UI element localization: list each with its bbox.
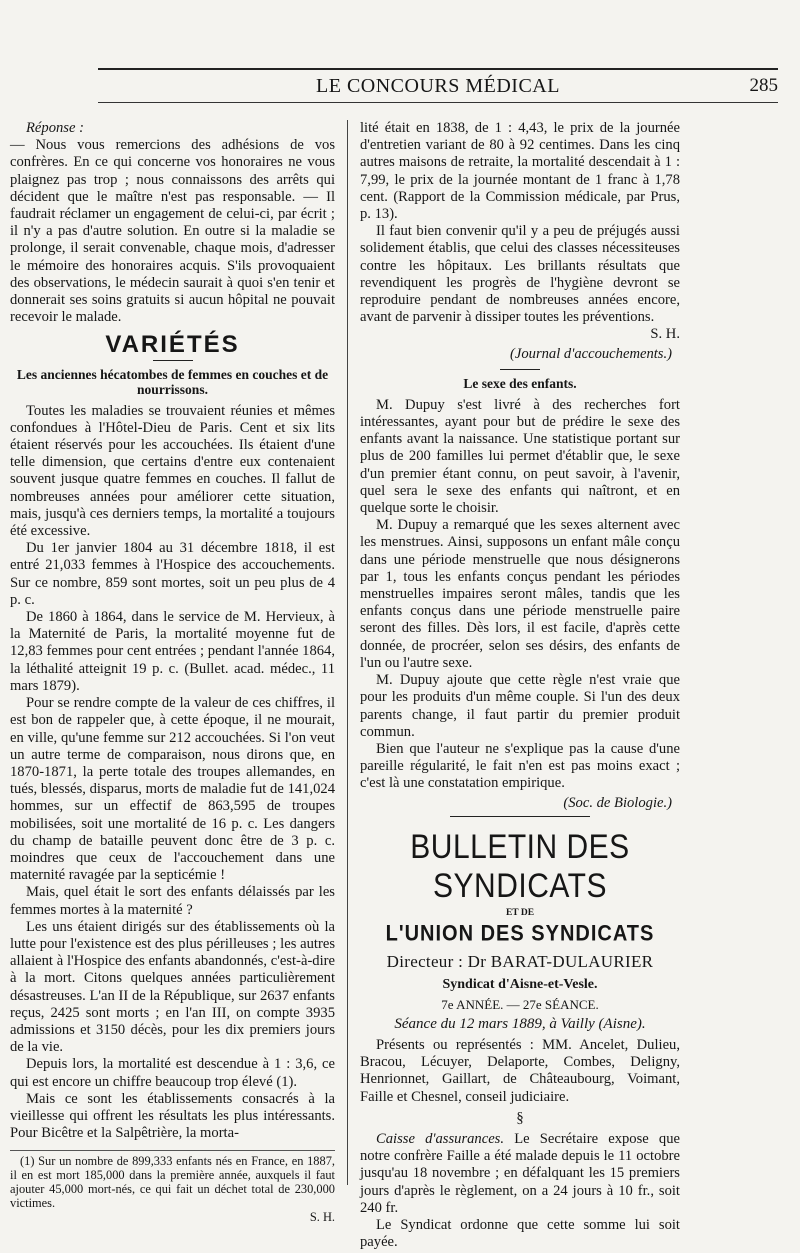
divider (153, 360, 193, 361)
divider (450, 816, 590, 817)
session-date: Séance du 12 mars 1889, à Vailly (Aisne). (394, 1015, 646, 1032)
paragraph (360, 1131, 680, 1217)
paragraph: Mais, quel était le sort des enfants délaissés par les femmes mortes à la maternité ? (10, 884, 335, 918)
paragraph: M. Dupuy s'est livré à des recherches fort intéressantes, ayant pour but de prédire le sexe des enfants avant la naissance. Une statistique portant sur plus de 200 familles lui permet d'établir que, le sexe d'un premier étant connu, on peut savoir, à l'avenir, quel sera le sexe des enfants qui naîtront, et en quelque sorte le choisir. (360, 396, 680, 517)
paragraph: Présents ou représentés : MM. Ancelet, Dulieu, Bracou, Lécuyer, Delaporte, Combes, Deligny, Henrionnet, Gaillart, de Châteaubourg, Voimant, Faille et Chesnel, conseil judiciaire. (360, 1036, 680, 1105)
divider (500, 369, 540, 370)
footnote (10, 1150, 335, 1224)
source-citation: (Journal d'accouchements.) (510, 345, 672, 362)
article-title: Les anciennes hécatombes de femmes en couches et de nourrissons. (16, 366, 329, 397)
section-title-varietes: VARIÉTÉS (105, 331, 240, 359)
reply-label: Réponse : (26, 120, 84, 136)
paragraph-text: Le Secrétaire expose que notre confrère Faille a été malade depuis le 11 octobre jusqu'au 18 novembre ; en défalquant les 15 premiers jours d'après le règlement, on a 24 jours à 10 fr., soit 240 fr. (360, 1130, 680, 1216)
section-mark: § (516, 1109, 524, 1126)
footnote-signature: S. H. (309, 1210, 335, 1225)
director-line: Directeur : Dr BARAT-DULAURIER (386, 952, 654, 972)
paragraph: Les uns étaient dirigés sur des établissements où la lutte pour l'existence est des plus périlleuses ; les autres allaient à l'Hospice des enfants abandonnés, c'est-à-dire à la mort. Citons quelques années particulièrement désastreuses. L'an II de la République, sur 2637 enfants reçus, 2425 sont morts ; en l'an III, on compte 3935 admissions et 3150 décès, pour les dix premiers jours de la vie. (10, 918, 335, 1056)
article-title: Le sexe des enfants. (463, 375, 577, 391)
paragraph-label: Caisse d'assurances. (376, 1130, 505, 1147)
signature: S. H. (650, 326, 680, 343)
paragraph: Mais ce sont les établissements consacrés à la vieillesse qui offrent les résultats les plus intéressants. Pour Bicêtre et la Salpêtrière, la morta- (10, 1090, 335, 1142)
journal-title: LE CONCOURS MÉDICAL (316, 75, 560, 97)
bulletin-heading: BULLETIN DES SYNDICATS (410, 827, 630, 905)
left-column (10, 120, 335, 1224)
paragraph: M. Dupuy ajoute que cette règle n'est vraie que pour les produits d'un même couple. Si l'un des deux parents change, il faut partir du premier produit commun. (360, 672, 680, 740)
reply-text: — Nous vous remercions des adhésions de vos confrères. En ce qui concerne vos honoraires ne vous plaignez pas trop ; nous connaissons des arrêts qui décident que le maître n'est pas responsable. — Il faudrait réclamer un engagement de celui-ci, par écrit ; il n'y a pas d'autre solution. En outre si la maladie se prolonge, il serait convenable, chaque mois, d'adresser le mémoire des honoraires acquis. S'ils provoquaient des observations, le médecin saurait à quoi s'en tenir et donnerait ses soins gratuits si aucun hôpital ne pouvait recevoir le malade. (10, 137, 335, 326)
header-top-rule (98, 68, 778, 70)
header-bottom-rule (98, 102, 778, 103)
page-number: 285 (749, 75, 778, 96)
paragraph: Toutes les maladies se trouvaient réunies et mêmes confondues à l'Hôtel-Dieu de Paris. Cent et six lits étaient réservés pour les accouchées. Ils étaient d'une telle dimension, que certains d'entre eux contenaient souvent jusque quatre femmes en couches. Il fallut de nombreuses années pour améliorer cette situation, mais, jusqu'à ces derniers temps, la mortalité a toujours été excessive. (10, 402, 335, 540)
paragraph: lité était en 1838, de 1 : 4,43, le prix de la journée d'entretien variant de 80 à 92 centimes. Dans les cinq autres maisons de retraite, la mortalité descendait à 1 : 7,99, le prix de la journée montant de 1 franc à 1,78 cent. (Rapport de la Commission médicale, par Prus, p. 13). (360, 120, 680, 223)
footnote-text: (1) Sur un nombre de 899,333 enfants nés en France, en 1887, il en est mort 185,000 dans la première année, auxquels il faut ajouter 45,000 mort-nés, ce qui fait un déchet total de 230,000 victimes. (10, 1154, 335, 1211)
paragraph: Il faut bien convenir qu'il y a peu de préjugés aussi solidement établis, que celui des classes nécessiteuses contre les hôpitaux. Les brillants résultats que revendiquent les progrès de l'hygiène devront se reproduire pendant de nombreuses années encore, avant de parvenir à dissiper toutes les préventions. (360, 223, 680, 326)
paragraph: Du 1er janvier 1804 au 31 décembre 1818, il est entré 21,033 femmes à l'Hospice des accouchements. Sur ce nombre, 859 sont mortes, soit un peu plus de 4 p. c. (10, 540, 335, 608)
paragraph: Pour se rendre compte de la valeur de ces chiffres, il est bon de rappeler que, à cette époque, il ne mourait, en ville, qu'une femme sur 212 accouchées. Si l'on veut un autre terme de comparaison, nous dirons que, en 1870-1871, la perte totale des troupes allemandes, en tués, blessés, disparus, morts de maladie fut de 141,024 hommes, sur un effectif de 863,595 de troupes mobilisées, soit une mortalité de 16 p. c. Les dangers du champ de bataille peuvent donc être de 3 p. c. moindres que ceux de l'accouchement dans une maternité ravagée par la septicémie ! (10, 695, 335, 884)
column-divider (347, 120, 348, 1185)
union-heading: L'UNION DES SYNDICATS (385, 921, 655, 946)
paragraph: Depuis lors, la mortalité est descendue à 1 : 3,6, ce qui est encore un chiffre beaucoup trop élevé (1). (10, 1056, 335, 1090)
source-citation: (Soc. de Biologie.) (563, 794, 672, 811)
paragraph: Bien que l'auteur ne s'explique pas la cause d'une pareille régularité, le fait n'en est pas moins exact ; c'est là une constatation empirique. (360, 740, 680, 792)
session-number: 7e ANNÉE. — 27e SÉANCE. (441, 996, 599, 1012)
paragraph: De 1860 à 1864, dans le service de M. Hervieux, à la Maternité de Paris, la mortalité moyenne fut de 12,83 femmes pour cent entrées ; pendant l'année 1864, la léthalité atteignit 19 p. c. (Bullet. acad. médec., 11 mars 1879). (10, 609, 335, 694)
running-header (98, 72, 778, 100)
paragraph: M. Dupuy a remarqué que les sexes alternent avec les menstrues. Ainsi, supposons un enfant mâle conçu dans une période menstruelle que nous désignerons par 1, tous les enfants conçus pendant les périodes menstruelles impaires seront mâles, tandis que les enfants conçus dans une période menstruelle paire seront des filles. Dès lors, il est facile, d'après cette donnée, de procréer, selon ses désirs, des enfants de l'un ou l'autre sexe. (360, 517, 680, 671)
right-column (360, 120, 680, 1251)
bulletin-subheading: ET DE (505, 907, 535, 918)
paragraph: Le Syndicat ordonne que cette somme lui soit payée. (360, 1216, 680, 1251)
syndicate-name: Syndicat d'Aisne-et-Vesle. (442, 977, 598, 993)
reply-paragraph (10, 120, 335, 326)
